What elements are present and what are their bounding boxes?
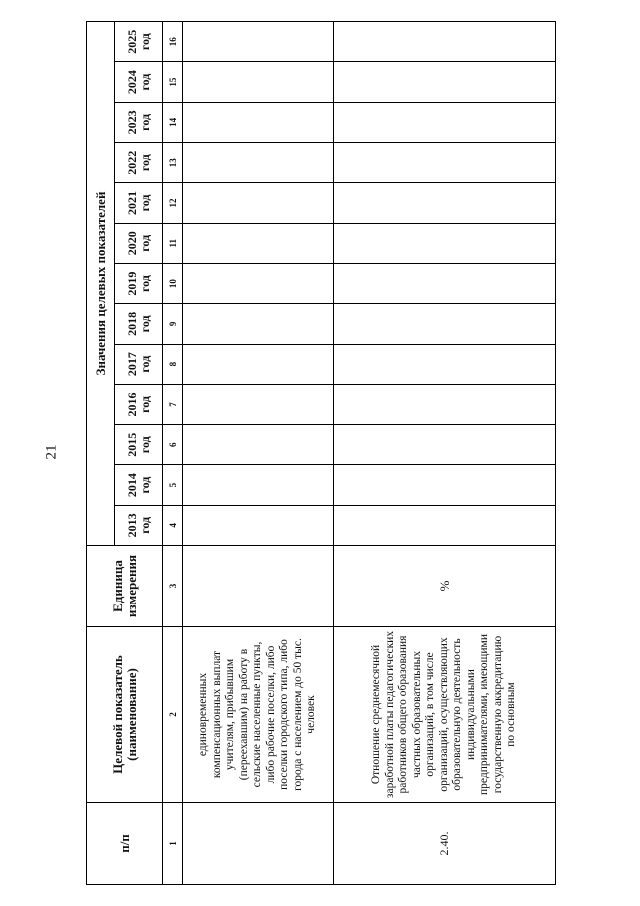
indicators-table <box>86 21 556 885</box>
column-number: 3 <box>163 546 183 627</box>
column-number: 2 <box>163 627 183 803</box>
header-indicator: Целевой показатель (наименование) <box>87 627 163 803</box>
header-unit: Единица измерения <box>87 546 163 627</box>
column-number: 9 <box>163 304 183 344</box>
column-number: 16 <box>163 21 183 61</box>
unit-cell <box>183 546 334 627</box>
column-number: 12 <box>163 183 183 223</box>
indicator-name: единовременных компенсационных выплат учителям, прибывшим (переехавшим) на работу в сельские населенные пункты, либо рабочие поселки, либо поселки городского типа, либо города с населением до 50 тыс. человек <box>183 627 334 803</box>
header-year: 2014 год <box>115 465 163 505</box>
rotated-page <box>86 22 640 885</box>
column-number: 8 <box>163 344 183 384</box>
page-number: 21 <box>43 444 60 460</box>
header-num: п/п <box>87 803 163 885</box>
header-year: 2023 год <box>115 102 163 142</box>
indicator-name: Отношение среднемесячной заработной платы педагогических работников общего образования частных образовательных организаций, в том числе организаций, осуществляющих образовательную деятельность индивидуальными предпринимателями, имеющими государственную аккредитацию по основным <box>334 627 556 803</box>
column-number: 5 <box>163 465 183 505</box>
header-year: 2018 год <box>115 304 163 344</box>
row-num <box>183 803 334 885</box>
header-values-group: Значения целевых показателей <box>87 21 115 545</box>
header-year: 2025 год <box>115 21 163 61</box>
column-number: 15 <box>163 62 183 102</box>
column-number: 6 <box>163 425 183 465</box>
column-number: 10 <box>163 263 183 303</box>
header-row-1 <box>87 21 115 884</box>
header-year: 2017 год <box>115 344 163 384</box>
header-year: 2013 год <box>115 505 163 545</box>
unit-cell: % <box>334 546 556 627</box>
header-year: 2015 год <box>115 425 163 465</box>
header-year: 2019 год <box>115 263 163 303</box>
table-row <box>334 21 556 884</box>
header-year: 2022 год <box>115 143 163 183</box>
table-area <box>86 22 640 906</box>
column-number: 7 <box>163 384 183 424</box>
header-year: 2021 год <box>115 183 163 223</box>
column-number: 4 <box>163 505 183 545</box>
column-numbers-row <box>163 21 183 884</box>
column-number: 1 <box>163 803 183 885</box>
column-number: 11 <box>163 223 183 263</box>
header-year: 2016 год <box>115 384 163 424</box>
table-row <box>183 21 334 884</box>
row-num: 2.40. <box>334 803 556 885</box>
column-number: 13 <box>163 143 183 183</box>
header-year: 2024 год <box>115 62 163 102</box>
header-year: 2020 год <box>115 223 163 263</box>
column-number: 14 <box>163 102 183 142</box>
